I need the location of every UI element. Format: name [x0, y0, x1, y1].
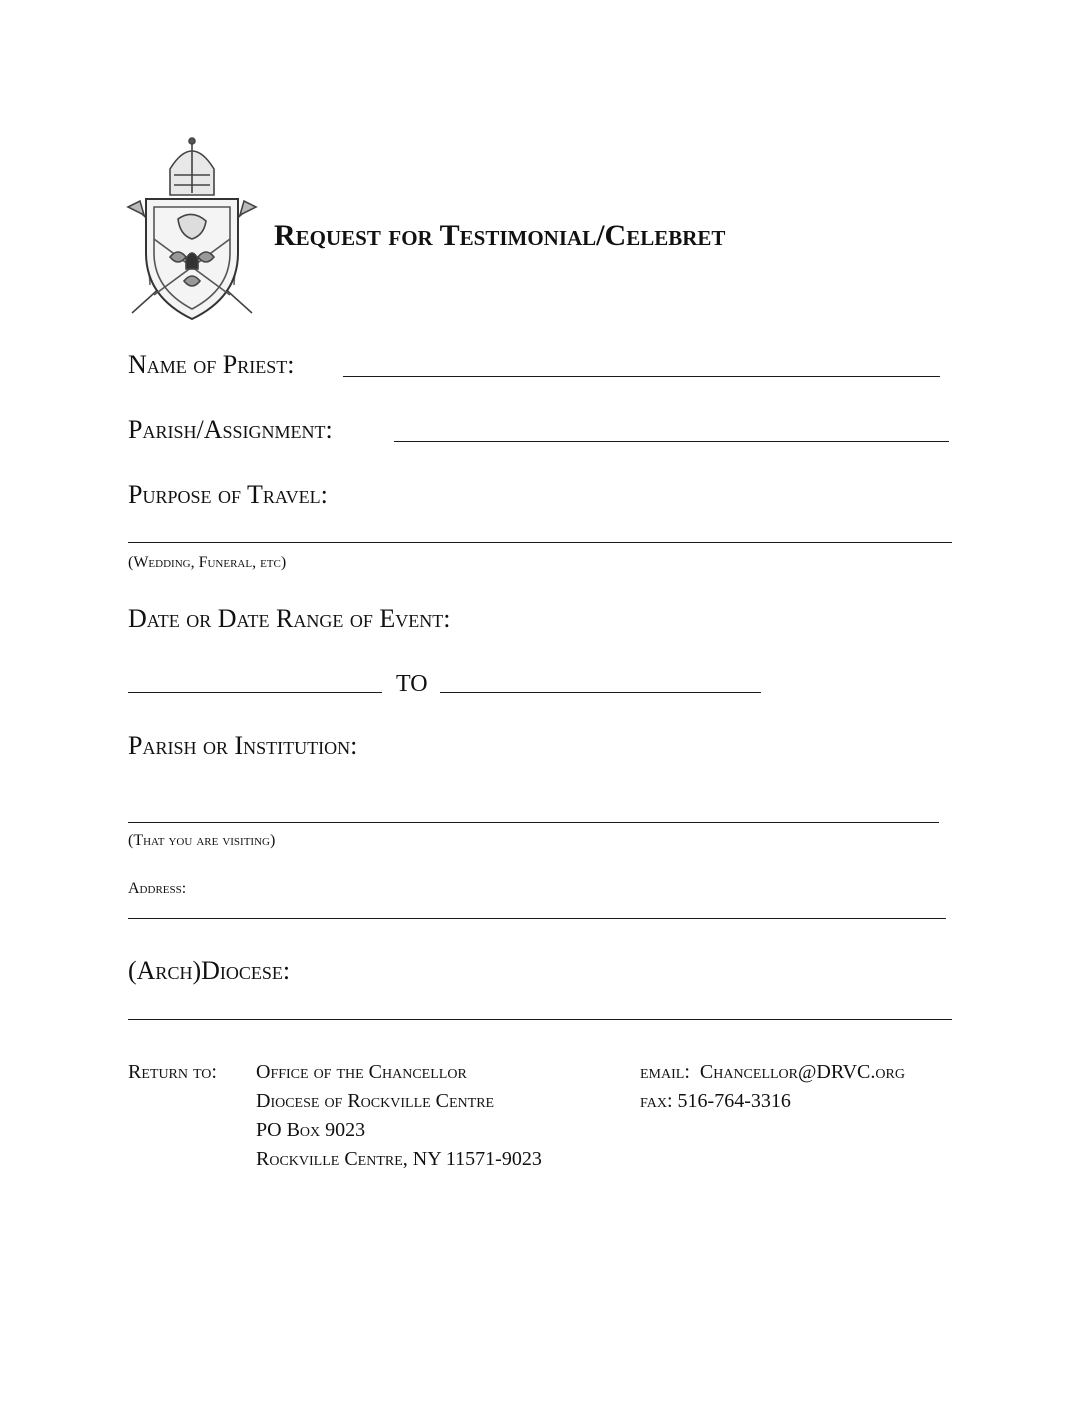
form-title: Request for Testimonial/Celebret — [274, 219, 726, 252]
return-address — [256, 1058, 542, 1174]
address-line-3: PO Box 9023 — [256, 1119, 366, 1141]
date-to-line[interactable] — [440, 692, 761, 693]
parish-assignment-label: Parish/Assignment: — [128, 415, 333, 444]
crest-icon — [126, 135, 258, 321]
archdiocese-label: (Arch)Diocese: — [128, 956, 291, 985]
contact-block — [640, 1058, 905, 1116]
address-line[interactable] — [128, 918, 946, 919]
email-link[interactable]: Chancellor@DRVC.org — [699, 1061, 905, 1083]
fax-number: 516-764-3316 — [677, 1090, 791, 1112]
name-of-priest-line[interactable] — [343, 376, 940, 377]
parish-assignment-line[interactable] — [394, 441, 949, 442]
purpose-hint: (Wedding, Funeral, etc) — [128, 554, 287, 571]
parish-institution-line[interactable] — [128, 822, 939, 823]
institution-hint: (That you are visiting) — [128, 832, 276, 849]
fax-label: fax: — [640, 1090, 673, 1112]
archdiocese-line[interactable] — [128, 1019, 952, 1020]
address-line-4: Rockville Centre, NY 11571-9023 — [256, 1148, 542, 1170]
name-of-priest-label: Name of Priest: — [128, 350, 295, 379]
date-to-label: TO — [396, 671, 428, 697]
date-from-line[interactable] — [128, 692, 382, 693]
address-label: Address: — [128, 880, 187, 897]
return-to-label: Return to: — [128, 1061, 217, 1083]
purpose-of-travel-label: Purpose of Travel: — [128, 480, 328, 509]
address-line-2: Diocese of Rockville Centre — [256, 1090, 495, 1112]
address-line-1: Office of the Chancellor — [256, 1061, 467, 1083]
parish-institution-label: Parish or Institution: — [128, 731, 358, 760]
diocese-crest-logo — [126, 135, 258, 321]
fax-row — [640, 1087, 905, 1116]
email-row — [640, 1058, 905, 1087]
date-range-label: Date or Date Range of Event: — [128, 604, 451, 633]
email-label: email: — [640, 1061, 690, 1083]
purpose-of-travel-line[interactable] — [128, 542, 952, 543]
